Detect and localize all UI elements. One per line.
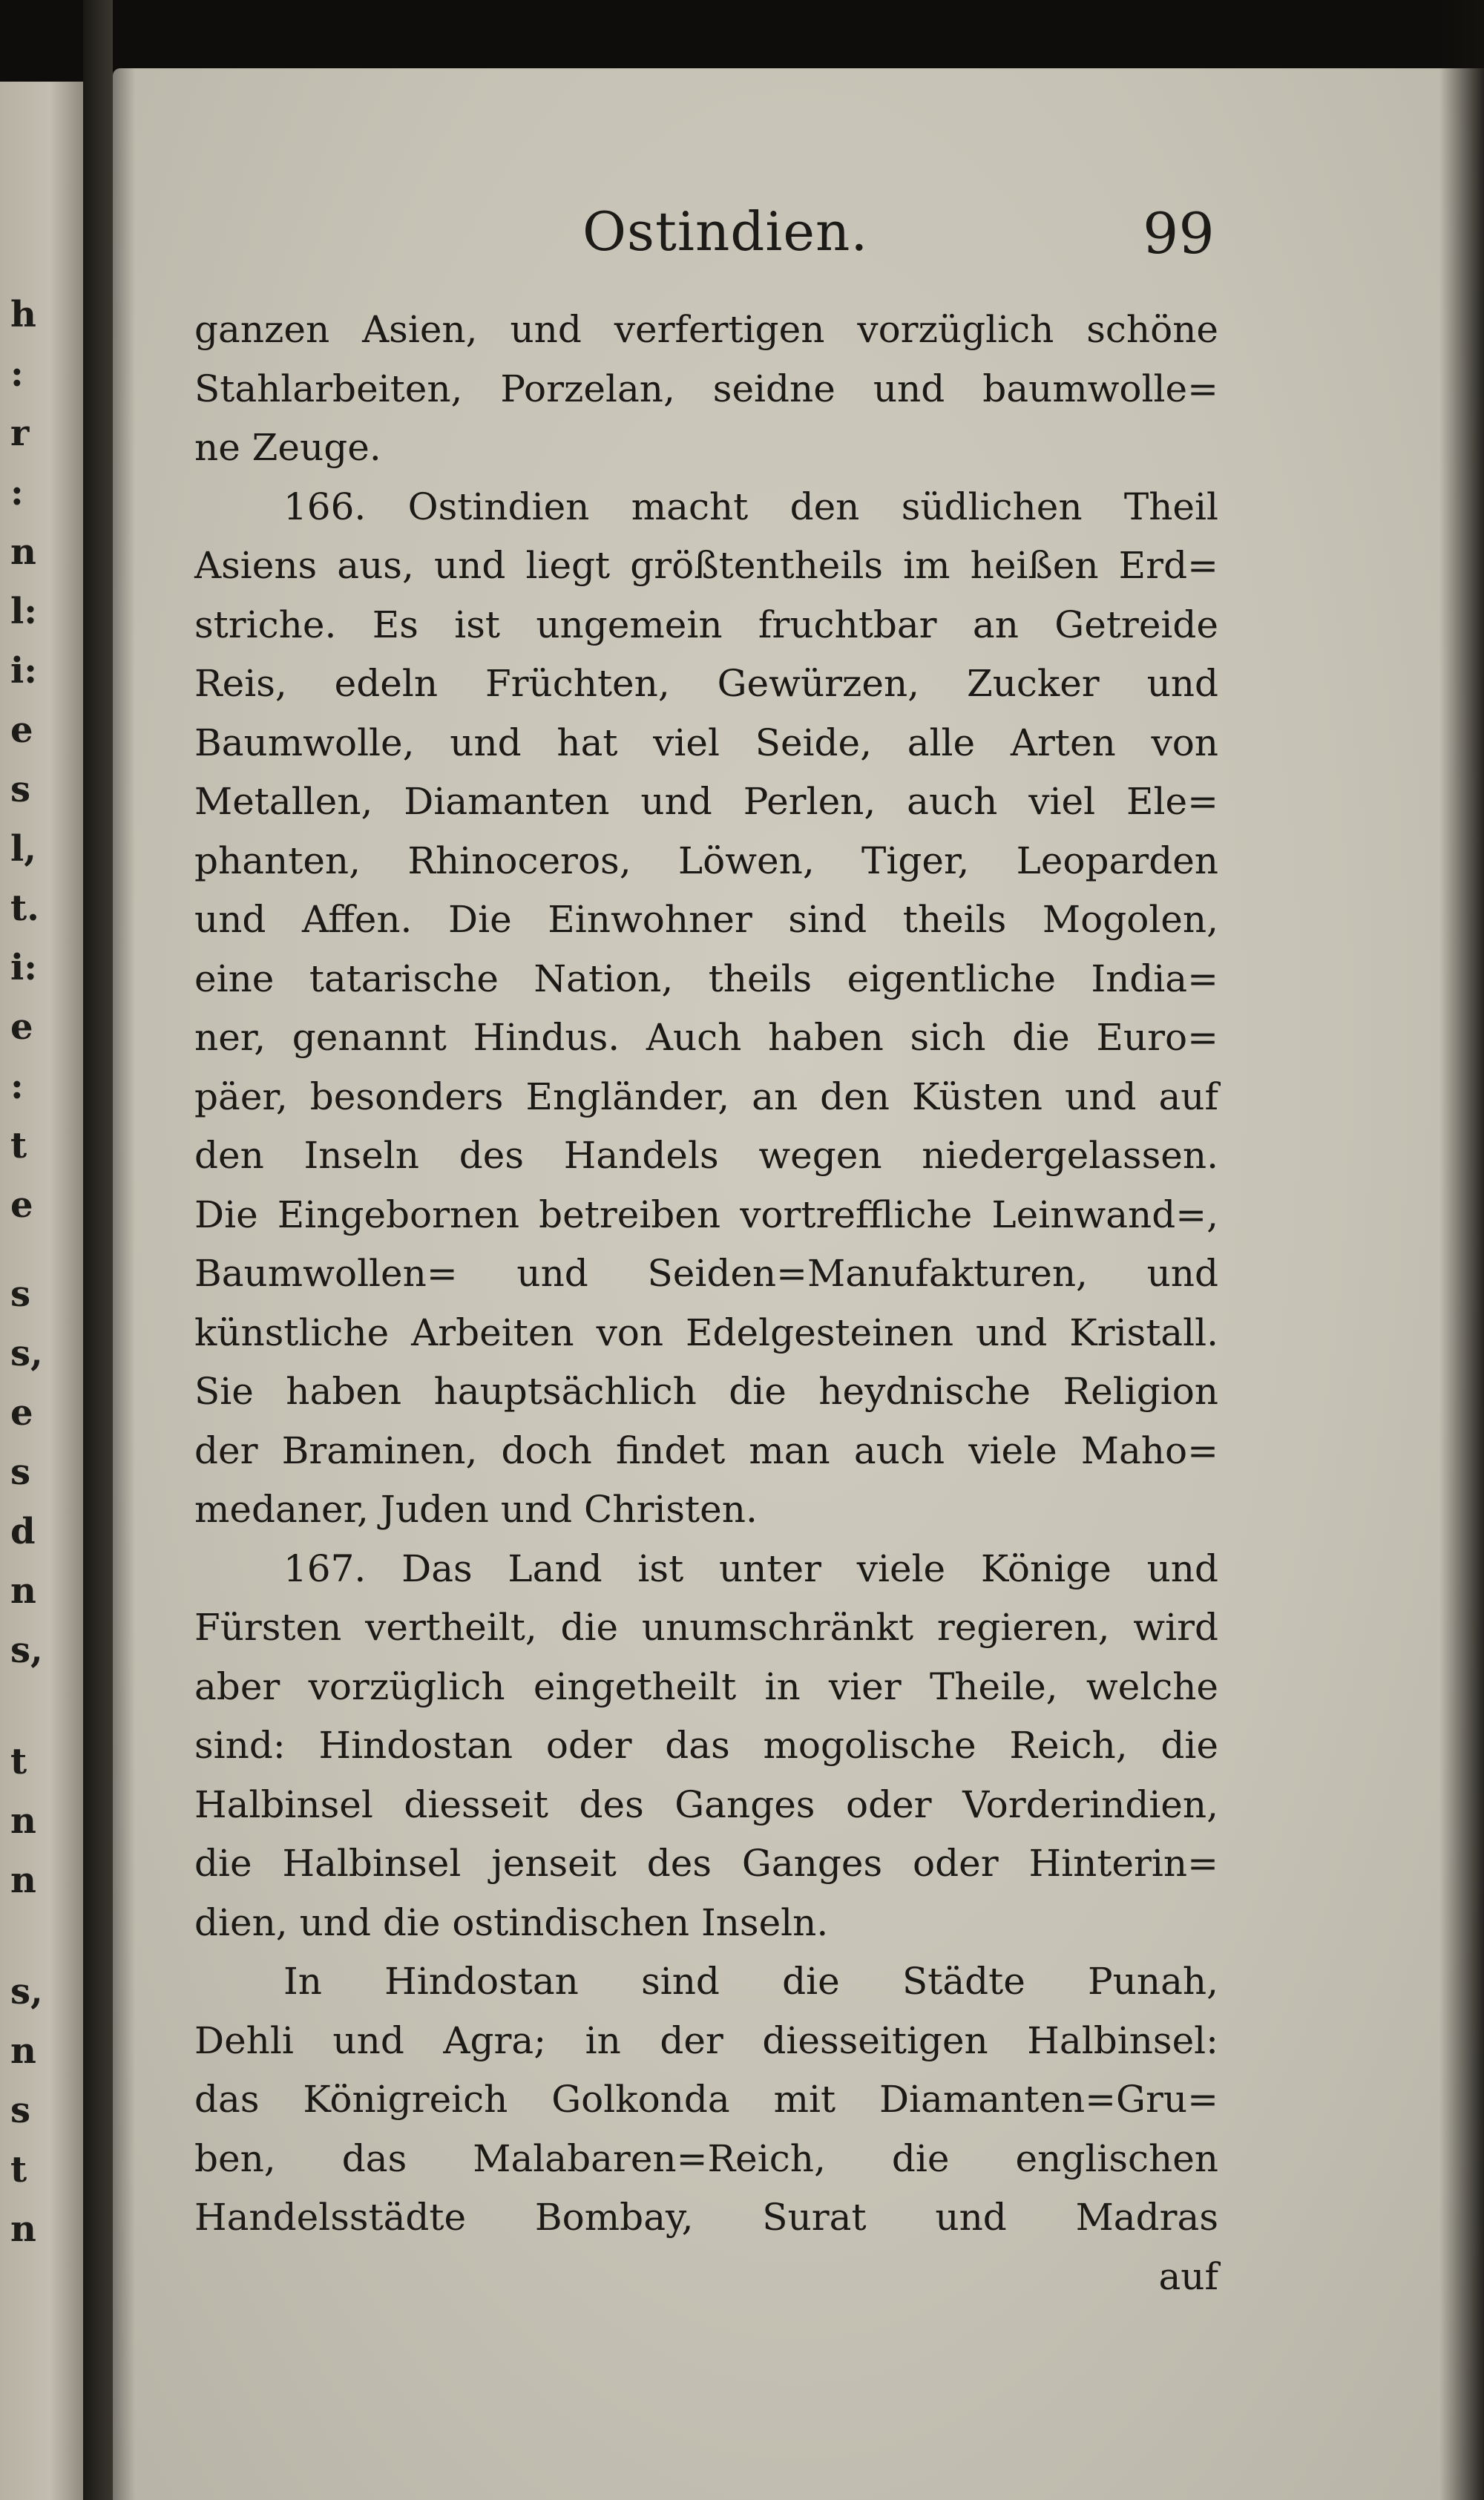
text-line: den Inseln des Handels wegen niedergelassen. (194, 1134, 1218, 1177)
text-line: das Königreich Golkonda mit Diamanten=Gru= (194, 2078, 1218, 2121)
text-line: Handelsstädte Bombay, Surat und Madras (194, 2196, 1218, 2239)
text-line: phanten, Rhinoceros, Löwen, Tiger, Leoparden (194, 839, 1218, 882)
left-page-fragment: d (10, 1511, 36, 1552)
text-line: päer, besonders Engländer, an den Küsten und auf (194, 1075, 1218, 1118)
left-page-fragment: e (10, 709, 33, 751)
left-page-fragment: l, (10, 828, 36, 870)
running-title: Ostindien. (582, 200, 869, 263)
left-page-fragment: s (10, 1451, 31, 1493)
text-line: ben, das Malabaren=Reich, die englischen (194, 2136, 1218, 2180)
text-line: Reis, edeln Früchten, Gewürzen, Zucker und (194, 662, 1218, 705)
left-page-fragment: i: (10, 947, 37, 988)
text-line: sind: Hindostan oder das mogolische Reich, die (194, 1724, 1218, 1767)
left-page-fragment: t (10, 1741, 27, 1782)
left-page-fragment: e (10, 1006, 33, 1048)
text-line: Baumwollen= und Seiden=Manufakturen, und (194, 1252, 1218, 1295)
left-page-fragment: r (10, 413, 30, 454)
left-page-fragment: s (10, 2090, 31, 2131)
left-page-fragment: : (10, 353, 24, 395)
left-page-fragment: s, (10, 1333, 43, 1374)
text-line: Dehli und Agra; in der diesseitigen Halbinsel: (194, 2018, 1218, 2062)
left-page-fragment: s, (10, 1971, 43, 2012)
page-number: 99 (1143, 200, 1215, 266)
left-page-fragment: n (10, 2030, 36, 2072)
text-line: Die Eingebornen betreiben vortreffliche Leinwand=, (194, 1192, 1218, 1236)
text-line: die Halbinsel jenseit des Ganges oder Hinterin= (194, 1842, 1218, 1885)
text-line: Sie haben hauptsächlich die heydnische Religion (194, 1370, 1218, 1413)
text-line: striche. Es ist ungemein fruchtbar an Getreide (194, 603, 1218, 646)
text-line: Baumwolle, und hat viel Seide, alle Arten von (194, 721, 1218, 764)
left-page-fragment: n (10, 1860, 36, 1901)
text-line: der Braminen, doch findet man auch viele Maho= (194, 1428, 1218, 1472)
left-page-fragment: h (10, 294, 36, 335)
text-line: dien, und die ostindischen Inseln. (194, 1900, 829, 1944)
text-line: Metallen, Diamanten und Perlen, auch viel Ele= (194, 780, 1218, 823)
left-page-fragment: l: (10, 591, 37, 632)
left-page-fragment: n (10, 1800, 36, 1842)
text-line: und Affen. Die Einwohner sind theils Mogolen, (194, 898, 1218, 941)
left-page-fragment: n (10, 1570, 36, 1612)
left-page-fragment: i: (10, 650, 37, 692)
catchword: auf (1158, 2254, 1218, 2298)
text-line: ner, genannt Hindus. Auch haben sich die Euro= (194, 1016, 1218, 1059)
left-page-fragment: t (10, 1125, 27, 1167)
book-gutter (83, 0, 113, 2500)
left-page-fragment: t. (10, 888, 39, 929)
left-page-fragment: n (10, 531, 36, 573)
left-page-fragment: s (10, 769, 31, 810)
left-page-fragment: t (10, 2149, 27, 2191)
page-header (0, 200, 1484, 275)
right-edge-shadow (1439, 0, 1484, 2500)
text-line: eine tatarische Nation, theils eigentliche India= (194, 957, 1218, 1000)
text-line: aber vorzüglich eingetheilt in vier Theile, welche (194, 1664, 1218, 1708)
left-page-fragment: : (10, 1066, 24, 1107)
left-page-fragment: e (10, 1392, 33, 1434)
text-line: 167. Das Land ist unter viele Könige und (283, 1546, 1218, 1590)
text-line: In Hindostan sind die Städte Punah, (283, 1960, 1218, 2003)
left-page-fragment: n (10, 2208, 36, 2250)
text-line: medaner, Juden und Christen. (194, 1488, 758, 1531)
body-text (194, 301, 1218, 2306)
left-page-fragment: : (10, 472, 24, 514)
left-page-fragment: e (10, 1184, 33, 1226)
text-line: 166. Ostindien macht den südlichen Theil (283, 485, 1218, 528)
left-page-fragment: s, (10, 1630, 43, 1671)
text-line: Fürsten vertheilt, die unumschränkt regieren, wird (194, 1606, 1218, 1649)
left-page-edge (0, 82, 83, 2500)
text-line: ne Zeuge. (194, 426, 381, 469)
page-shadow (113, 68, 135, 2500)
text-line: Stahlarbeiten, Porzelan, seidne und baumwolle= (194, 367, 1218, 410)
text-line: Asiens aus, und liegt größtentheils im heißen Erd= (194, 544, 1218, 587)
left-page-fragment: s (10, 1273, 31, 1315)
text-line: ganzen Asien, und verfertigen vorzüglich schöne (194, 308, 1218, 351)
text-line: Halbinsel diesseit des Ganges oder Vorderindien, (194, 1782, 1218, 1826)
text-line: künstliche Arbeiten von Edelgesteinen und Kristall. (194, 1310, 1218, 1354)
